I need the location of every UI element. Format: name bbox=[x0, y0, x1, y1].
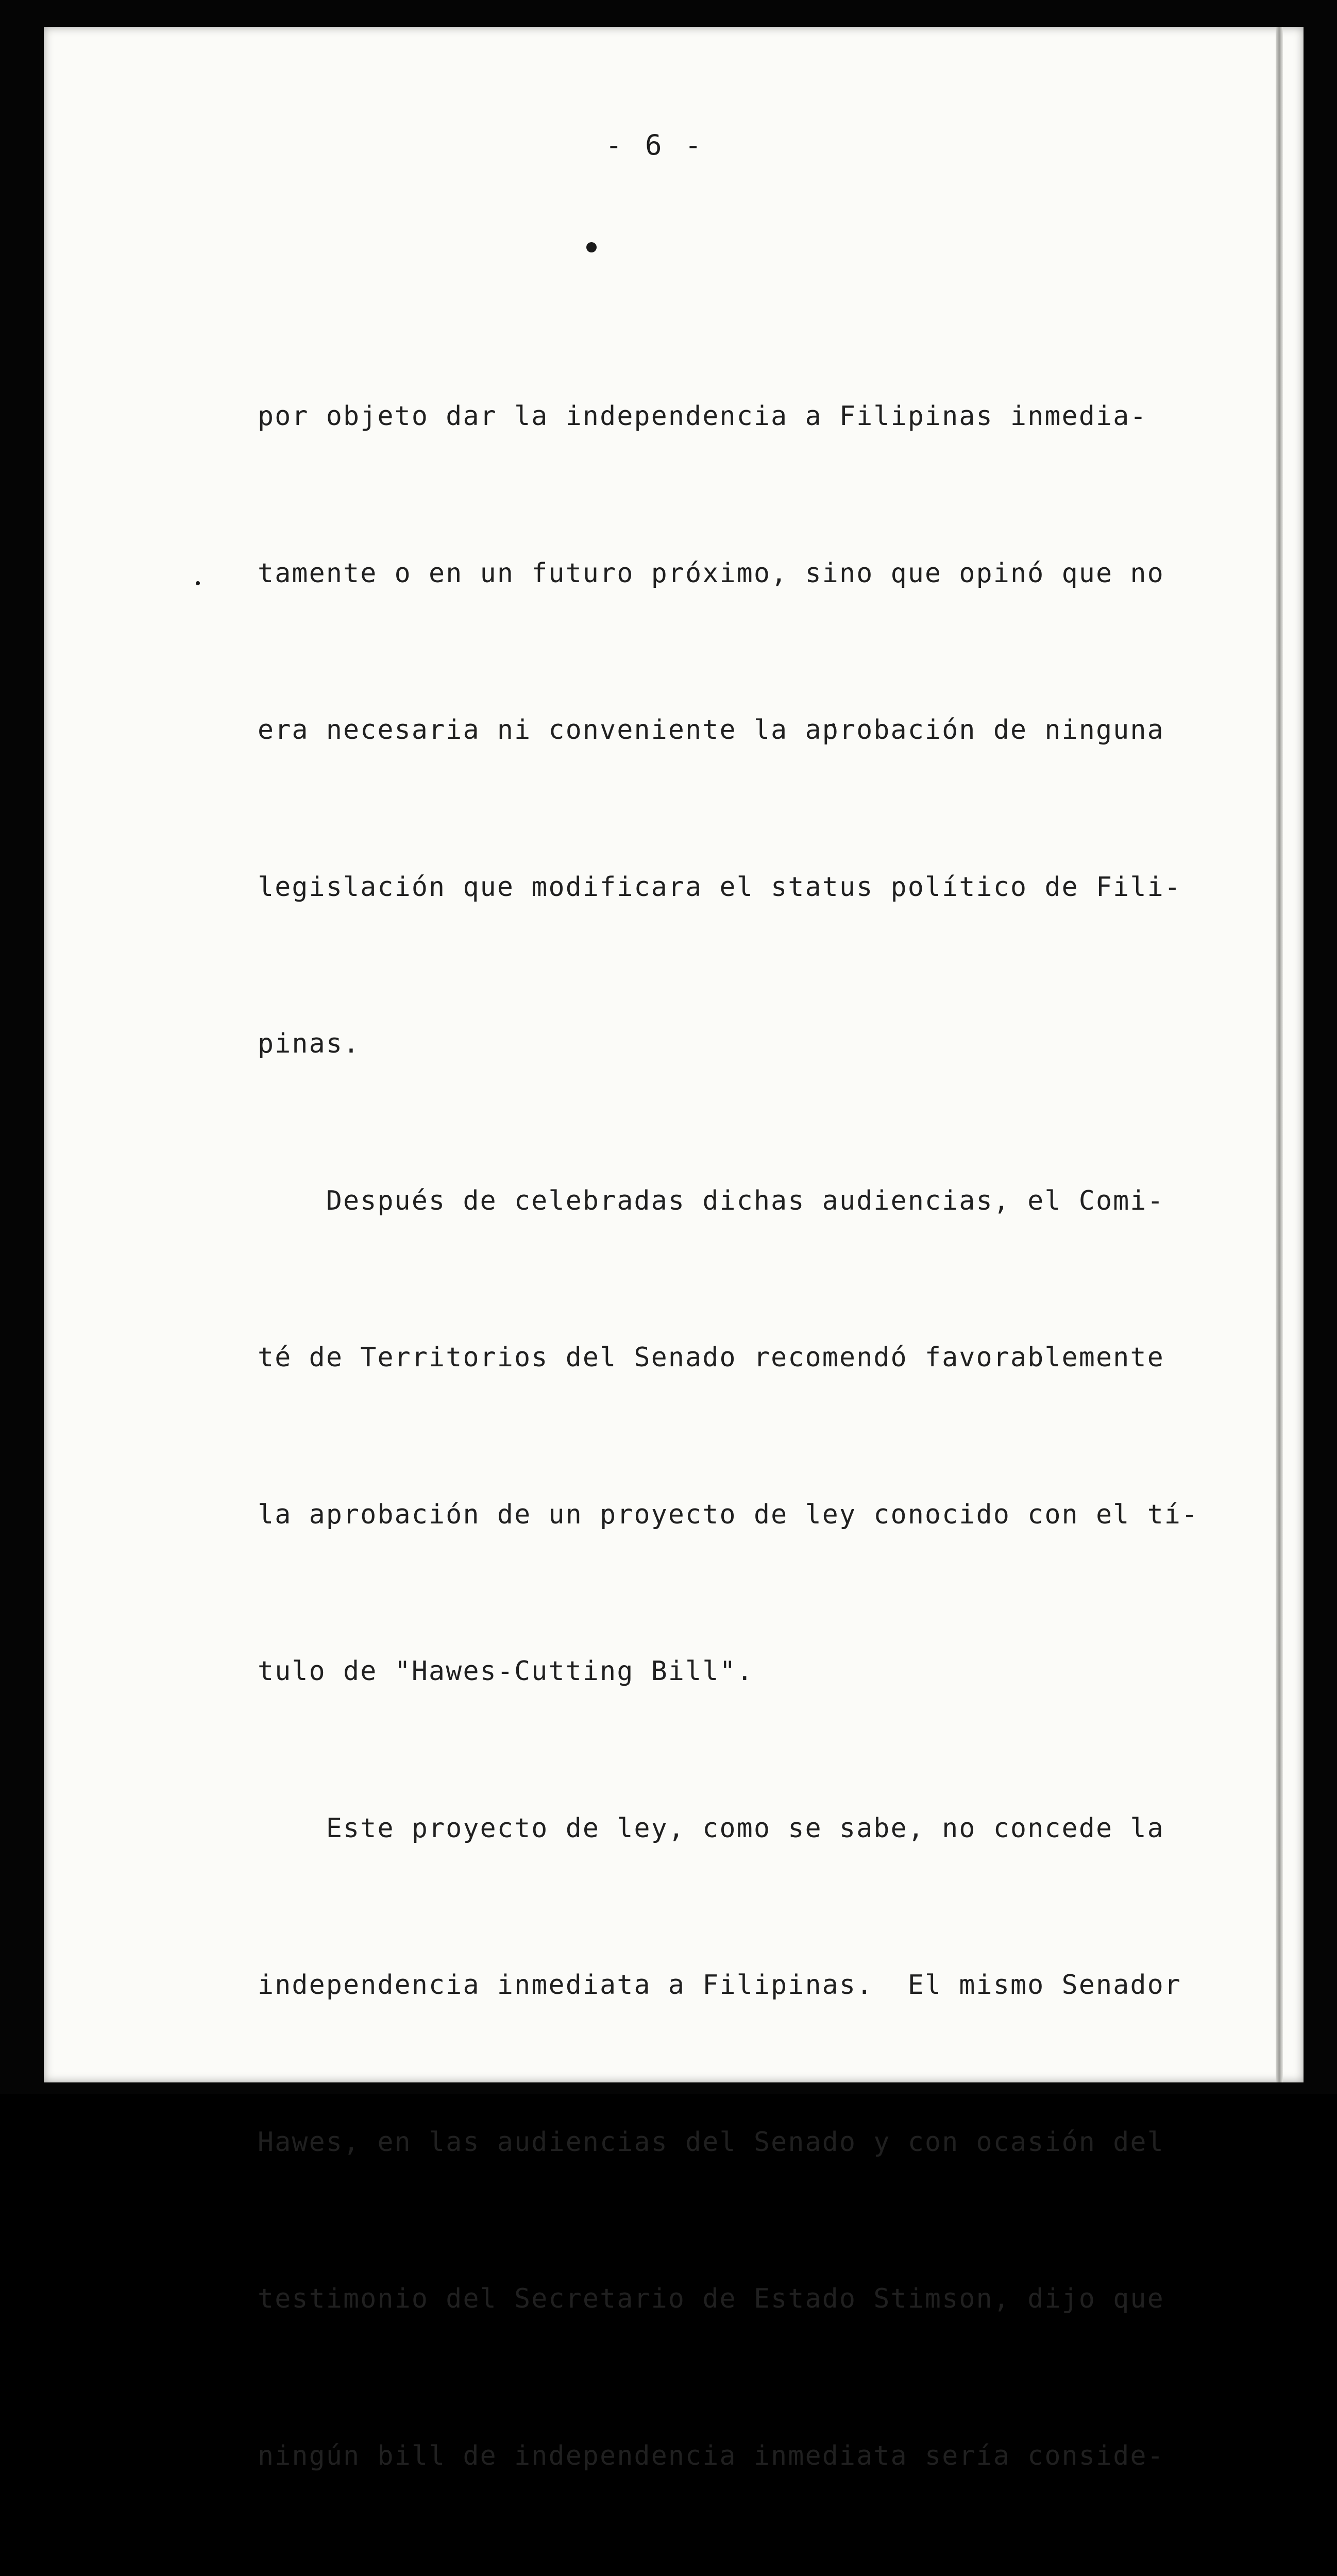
page-edge-shadow bbox=[1276, 27, 1283, 2082]
text-line: independencia inmediata a Filipinas. El mismo Senador bbox=[258, 1970, 1182, 2001]
text-line: Este proyecto de ley, como se sabe, no concede la bbox=[258, 1812, 1164, 1844]
text-line: era necesaria ni conveniente la aprobación de ninguna bbox=[258, 715, 1164, 745]
text-line: tulo de "Hawes-Cutting Bill". bbox=[258, 1656, 754, 1687]
body-text bbox=[258, 286, 1267, 2576]
text-line: por objeto dar la independencia a Filipinas inmedia- bbox=[258, 401, 1147, 432]
text-line: legislación que modificara el status político de Fili- bbox=[258, 871, 1182, 903]
text-line: Hawes, en las audiencias del Senado y con ocasión del bbox=[258, 2126, 1164, 2158]
text-line: tamente o en un futuro próximo, sino que opinó que no bbox=[258, 557, 1164, 589]
text-line: la aprobación de un proyecto de ley conocido con el tí- bbox=[258, 1499, 1199, 1530]
ink-blot-mark bbox=[586, 242, 597, 252]
page-number: - 6 - bbox=[605, 129, 705, 161]
text-line: ningún bill de independencia inmediata sería conside- bbox=[258, 2440, 1164, 2471]
text-line: té de Territorios del Senado recomendó favorablemente bbox=[258, 1342, 1164, 1373]
text-line: pinas. bbox=[258, 1028, 361, 1059]
text-line: testimonio del Secretario de Estado Stimson, dijo que bbox=[258, 2283, 1164, 2314]
ink-speck-mark bbox=[196, 581, 200, 585]
text-line: Después de celebradas dichas audiencias, el Comi- bbox=[258, 1185, 1164, 1216]
